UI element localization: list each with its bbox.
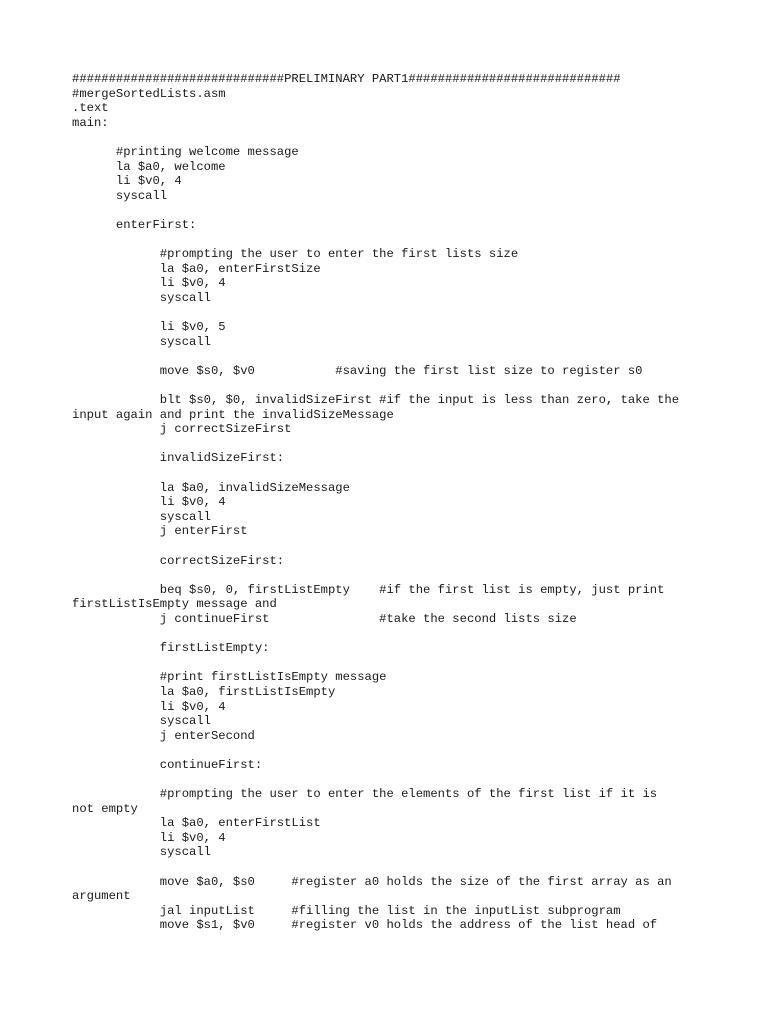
- code-line: la $a0, enterFirstList: [72, 816, 321, 831]
- code-line: li $v0, 4: [72, 276, 226, 291]
- code-line: #############################PRELIMINARY PART1#############################: [72, 72, 621, 86]
- code-line: [72, 306, 712, 321]
- code-line: [72, 378, 712, 393]
- code-line: [72, 568, 712, 583]
- code-line: syscall: [72, 290, 211, 305]
- code-line: beq $s0, 0, firstListEmpty #if the first list is empty, just print: [72, 582, 665, 597]
- code-line: [72, 233, 712, 248]
- code-line: syscall: [72, 509, 211, 524]
- code-line: syscall: [72, 845, 211, 860]
- code-line: li $v0, 4: [72, 699, 226, 714]
- code-line: #mergeSortedLists.asm: [72, 86, 226, 101]
- code-line: li $v0, 5: [72, 320, 226, 335]
- code-line: correctSizeFirst:: [72, 553, 285, 568]
- code-line: la $a0, enterFirstSize: [72, 261, 321, 276]
- code-line: [72, 437, 712, 452]
- code-line: li $v0, 4: [72, 174, 182, 189]
- code-line: [72, 349, 712, 364]
- code-line: [72, 627, 712, 642]
- code-line: argument: [72, 889, 131, 904]
- code-line: j correctSizeFirst: [72, 422, 292, 437]
- code-line: enterFirst:: [72, 217, 197, 232]
- code-line: [72, 203, 712, 218]
- code-line: #prompting the user to enter the first lists size: [72, 247, 519, 262]
- code-line: [72, 773, 712, 788]
- code-line: [72, 539, 712, 554]
- code-line: #printing welcome message: [72, 144, 299, 159]
- code-line: syscall: [72, 188, 168, 203]
- code-line: continueFirst:: [72, 757, 263, 772]
- code-line: move $a0, $s0 #register a0 holds the size of the first array as an: [72, 874, 672, 889]
- code-line: blt $s0, $0, invalidSizeFirst #if the input is less than zero, take the: [72, 393, 680, 408]
- code-line: not empty: [72, 801, 138, 816]
- code-line: li $v0, 4: [72, 495, 226, 510]
- code-line: [72, 743, 712, 758]
- code-line: #print firstListIsEmpty message: [72, 670, 387, 685]
- code-listing: [72, 72, 712, 933]
- code-line: la $a0, firstListIsEmpty: [72, 684, 336, 699]
- code-line: firstListEmpty:: [72, 641, 270, 656]
- code-line: j enterSecond: [72, 728, 255, 743]
- code-line: move $s0, $v0 #saving the first list size to register s0: [72, 363, 643, 378]
- code-line: [72, 130, 712, 145]
- code-line: la $a0, invalidSizeMessage: [72, 480, 350, 495]
- code-line: syscall: [72, 714, 211, 729]
- code-line: move $s1, $v0 #register v0 holds the address of the list head of: [72, 918, 658, 933]
- code-line: j continueFirst #take the second lists size: [72, 611, 577, 626]
- code-line: [72, 466, 712, 481]
- code-line: jal inputList #filling the list in the inputList subprogram: [72, 903, 621, 918]
- code-line: invalidSizeFirst:: [72, 451, 285, 466]
- code-line: firstListIsEmpty message and: [72, 597, 277, 612]
- code-line: [72, 656, 712, 671]
- code-line: main:: [72, 115, 109, 130]
- code-line: li $v0, 4: [72, 830, 226, 845]
- code-line: syscall: [72, 334, 211, 349]
- code-line: #prompting the user to enter the elements of the first list if it is: [72, 787, 658, 802]
- code-line: .text: [72, 101, 109, 116]
- code-line: j enterFirst: [72, 524, 248, 539]
- code-line: la $a0, welcome: [72, 159, 226, 174]
- code-line: input again and print the invalidSizeMessage: [72, 407, 394, 422]
- code-line: [72, 860, 712, 875]
